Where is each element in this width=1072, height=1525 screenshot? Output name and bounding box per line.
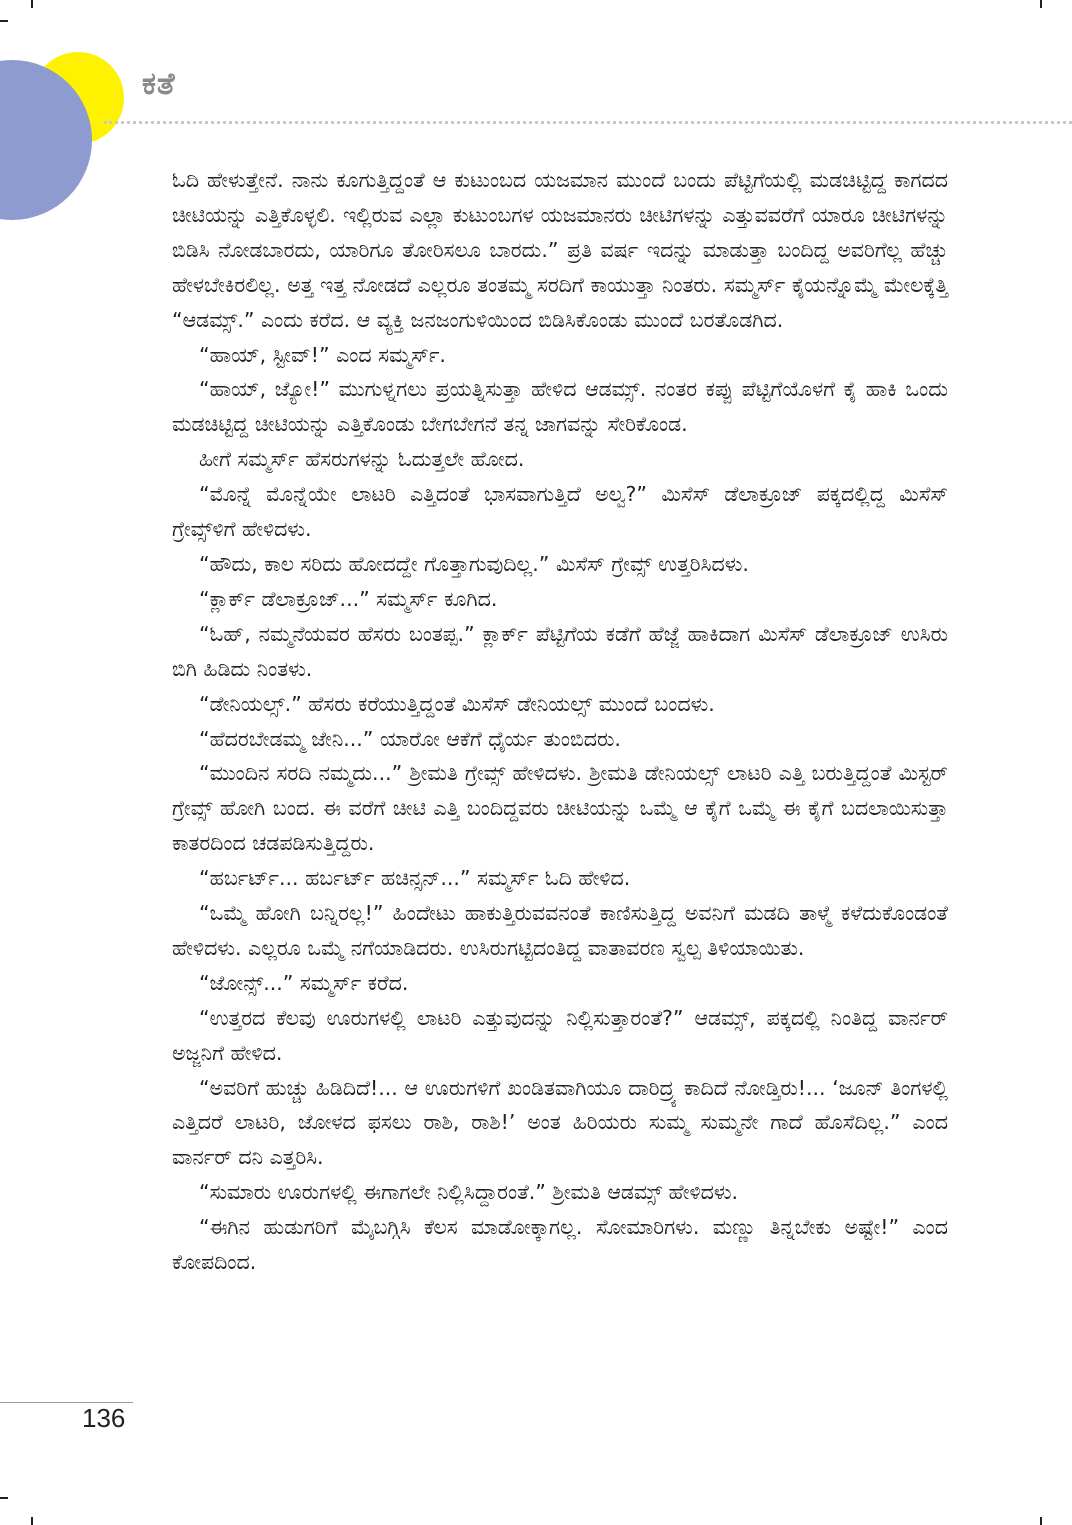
crop-mark-bottom-right: [1040, 1517, 1042, 1525]
paragraph: “ಹಾಯ್, ಜ್ಯೋ!” ಮುಗುಳ್ನಗಲು ಪ್ರಯತ್ನಿಸುತ್ತಾ ಹೇಳಿದ ಆಡಮ್ಸ್. ನಂತರ ಕಪ್ಪು ಪೆಟ್ಟಿಗೆಯೊಳಗೆ ಕೈ ಹಾಕಿ ಒಂದು ಮಡಚಿಟ್ಟಿದ್ದ ಚೀಟಿಯನ್ನು ಎತ್ತಿಕೊಂಡು ಬೇಗಬೇಗನೆ ತನ್ನ ಜಾಗವನ್ನು ಸೇರಿಕೊಂಡ.: [172, 377, 948, 437]
crop-mark-top-left-side: [0, 20, 8, 22]
crop-mark-top-left: [31, 0, 33, 8]
paragraph: “ಕ್ಲಾರ್ಕ್ ಡೆಲಾಕ್ರೂಜ್...” ಸಮ್ಮರ್ಸ್ ಕೂಗಿದ.: [199, 586, 498, 611]
section-title: ಕತೆ: [142, 66, 176, 102]
paragraph: “ಹೆದರಬೇಡಮ್ಮ ಜೇನಿ...” ಯಾರೋ ಆಕೆಗೆ ಧೈರ್ಯ ತುಂಬಿದರು.: [199, 726, 621, 751]
paragraph: “ಮೊನ್ನೆ ಮೊನ್ನೆಯೇ ಲಾಟರಿ ಎತ್ತಿದಂತೆ ಭಾಸವಾಗುತ್ತಿದೆ ಅಲ್ವ?” ಮಿಸೆಸ್ ಡೆಲಾಕ್ರೂಜ್ ಪಕ್ಕದಲ್ಲಿದ್ದ ಮಿಸೆಸ್ ಗ್ರೇವ್ಸ್‌ಳಿಗೆ ಹೇಳಿದಳು.: [172, 482, 948, 542]
paragraph: “ಸುಮಾರು ಊರುಗಳಲ್ಲಿ ಈಗಾಗಲೇ ನಿಲ್ಲಿಸಿದ್ದಾರಂತೆ.” ಶ್ರೀಮತಿ ಆಡಮ್ಸ್ ಹೇಳಿದಳು.: [199, 1180, 739, 1205]
paragraph: “ಹೌದು, ಕಾಲ ಸರಿದು ಹೋದದ್ದೇ ಗೊತ್ತಾಗುವುದಿಲ್ಲ.” ಮಿಸೆಸ್ ಗ್ರೇವ್ಸ್ ಉತ್ತರಿಸಿದಳು.: [199, 551, 749, 576]
story-text: [172, 163, 948, 1280]
paragraph: “ಒಮ್ಮೆ ಹೋಗಿ ಬನ್ನಿರಲ್ಲ!” ಹಿಂದೇಟು ಹಾಕುತ್ತಿರುವವನಂತೆ ಕಾಣಿಸುತ್ತಿದ್ದ ಅವನಿಗೆ ಮಡದಿ ತಾಳ್ಮೆ ಕಳೆದುಕೊಂಡಂತೆ ಹೇಳಿದಳು. ಎಲ್ಲರೂ ಒಮ್ಮೆ ನಗೆಯಾಡಿದರು. ಉಸಿರುಗಟ್ಟಿದಂತಿದ್ದ ವಾತಾವರಣ ಸ್ವಲ್ಪ ತಿಳಿಯಾಯಿತು.: [172, 901, 948, 960]
paragraph: “ಹಾಯ್, ಸ್ಟೀವ್!” ಎಂದ ಸಮ್ಮರ್ಸ್.: [199, 342, 446, 367]
paragraph: “ಈಗಿನ ಹುಡುಗರಿಗೆ ಮೈಬಗ್ಗಿಸಿ ಕೆಲಸ ಮಾಡೋಕ್ಕಾಗಲ್ಲ. ಸೋಮಾರಿಗಳು. ಮಣ್ಣು ತಿನ್ನಬೇಕು ಅಷ್ಟೇ!” ಎಂದ ಕೋಪದಿಂದ.: [172, 1215, 948, 1275]
paragraph: “ಡೇನಿಯಲ್ಸ್.” ಹೆಸರು ಕರೆಯುತ್ತಿದ್ದಂತೆ ಮಿಸೆಸ್ ಡೇನಿಯಲ್ಸ್ ಮುಂದೆ ಬಂದಳು.: [199, 691, 715, 716]
paragraph: “ಉತ್ತರದ ಕೆಲವು ಊರುಗಳಲ್ಲಿ ಲಾಟರಿ ಎತ್ತುವುದನ್ನು ನಿಲ್ಲಿಸುತ್ತಾರಂತೆ?” ಆಡಮ್ಸ್, ಪಕ್ಕದಲ್ಲಿ ನಿಂತಿದ್ದ ವಾರ್ನರ್ ಅಜ್ಜನಿಗೆ ಹೇಳಿದ.: [172, 1005, 948, 1065]
paragraph: “ಮುಂದಿನ ಸರದಿ ನಮ್ಮದು...” ಶ್ರೀಮತಿ ಗ್ರೇವ್ಸ್ ಹೇಳಿದಳು. ಶ್ರೀಮತಿ ಡೇನಿಯಲ್ಸ್ ಲಾಟರಿ ಎತ್ತಿ ಬರುತ್ತಿದ್ದಂತೆ ಮಿಸ್ಟರ್ ಗ್ರೇವ್ಸ್ ಹೋಗಿ ಬಂದ. ಈ ವರೆಗೆ ಚೀಟಿ ಎತ್ತಿ ಬಂದಿದ್ದವರು ಚೀಟಿಯನ್ನು ಒಮ್ಮೆ ಆ ಕೈಗೆ ಒಮ್ಮೆ ಈ ಕೈಗೆ ಬದಲಾಯಿಸುತ್ತಾ ಕಾತರದಿಂದ ಚಡಪಡಿಸುತ್ತಿದ್ದರು.: [172, 761, 948, 856]
header-dotted-rule: [104, 121, 1072, 124]
crop-mark-top-right: [1040, 0, 1042, 8]
paragraph: “ಹರ್ಬರ್ಟ್... ಹರ್ಬರ್ಟ್ ಹಚಿನ್ಸನ್...” ಸಮ್ಮರ್ಸ್ ಓದಿ ಹೇಳಿದ.: [199, 866, 631, 891]
crop-mark-bottom-left: [31, 1517, 33, 1525]
paragraph: “ಅವರಿಗೆ ಹುಚ್ಚು ಹಿಡಿದಿದೆ!... ಆ ಊರುಗಳಿಗೆ ಖಂಡಿತವಾಗಿಯೂ ದಾರಿದ್ರ್ಯ ಕಾದಿದೆ ನೋಡ್ತಿರು!... ‘ಜೂನ್ ತಿಂಗಳಲ್ಲಿ ಎತ್ತಿದರೆ ಲಾಟರಿ, ಜೋಳದ ಫಸಲು ರಾಶಿ, ರಾಶಿ!’ ಅಂತ ಹಿರಿಯರು ಸುಮ್ಮ ಸುಮ್ಮನೇ ಗಾದೆ ಹೊಸೆದಿಲ್ಲ.” ಎಂದ ವಾರ್ನರ್ ದನಿ ಎತ್ತರಿಸಿ.: [172, 1075, 948, 1170]
paragraph: “ಓಹ್, ನಮ್ಮನೆಯವರ ಹೆಸರು ಬಂತಪ್ಪ.” ಕ್ಲಾರ್ಕ್ ಪೆಟ್ಟಿಗೆಯ ಕಡೆಗೆ ಹೆಜ್ಜೆ ಹಾಕಿದಾಗ ಮಿಸೆಸ್ ಡೆಲಾಕ್ರೂಜ್ ಉಸಿರು ಬಿಗಿ ಹಿಡಿದು ನಿಂತಳು.: [172, 621, 948, 681]
paragraph: ಹೀಗೆ ಸಮ್ಮರ್ಸ್ ಹೆಸರುಗಳನ್ನು ಓದುತ್ತಲೇ ಹೋದ.: [199, 447, 525, 472]
page-number: 136: [82, 1403, 126, 1433]
paragraph: “ಜೋನ್ಸ್...” ಸಮ್ಮರ್ಸ್ ಕರೆದ.: [199, 970, 409, 995]
crop-mark-bottom-left-side: [0, 1497, 8, 1499]
paragraph: ಓದಿ ಹೇಳುತ್ತೇನೆ. ನಾನು ಕೂಗುತ್ತಿದ್ದಂತೆ ಆ ಕುಟುಂಬದ ಯಜಮಾನ ಮುಂದೆ ಬಂದು ಪೆಟ್ಟಿಗೆಯಲ್ಲಿ ಮಡಚಿಟ್ಟಿದ್ದ ಕಾಗದದ ಚೀಟಿಯನ್ನು ಎತ್ತಿಕೊಳ್ಳಲಿ. ಇಲ್ಲಿರುವ ಎಲ್ಲಾ ಕುಟುಂಬಗಳ ಯಜಮಾನರು ಚೀಟಿಗಳನ್ನು ಎತ್ತುವವರೆಗೆ ಯಾರೂ ಚೀಟಿಗಳನ್ನು ಬಿಡಿಸಿ ನೋಡಬಾರದು, ಯಾರಿಗೂ ತೋರಿಸಲೂ ಬಾರದು.” ಪ್ರತಿ ವರ್ಷ ಇದನ್ನು ಮಾಡುತ್ತಾ ಬಂದಿದ್ದ ಅವರಿಗೆಲ್ಲ ಹೆಚ್ಚು ಹೇಳಬೇಕಿರಲಿಲ್ಲ. ಅತ್ತ ಇತ್ತ ನೋಡದೆ ಎಲ್ಲರೂ ತಂತಮ್ಮ ಸರದಿಗೆ ಕಾಯುತ್ತಾ ನಿಂತರು. ಸಮ್ಮರ್ಸ್ ಕೈಯನ್ನೊಮ್ಮೆ ಮೇಲಕ್ಕೆತ್ತಿ “ಆಡಮ್ಸ್.” ಎಂದು ಕರೆದ. ಆ ವ್ಯಕ್ತಿ ಜನಜಂಗುಳಿಯಿಂದ ಬಿಡಿಸಿಕೊಂಡು ಮುಂದೆ ಬರತೊಡಗಿದ.: [172, 168, 948, 332]
